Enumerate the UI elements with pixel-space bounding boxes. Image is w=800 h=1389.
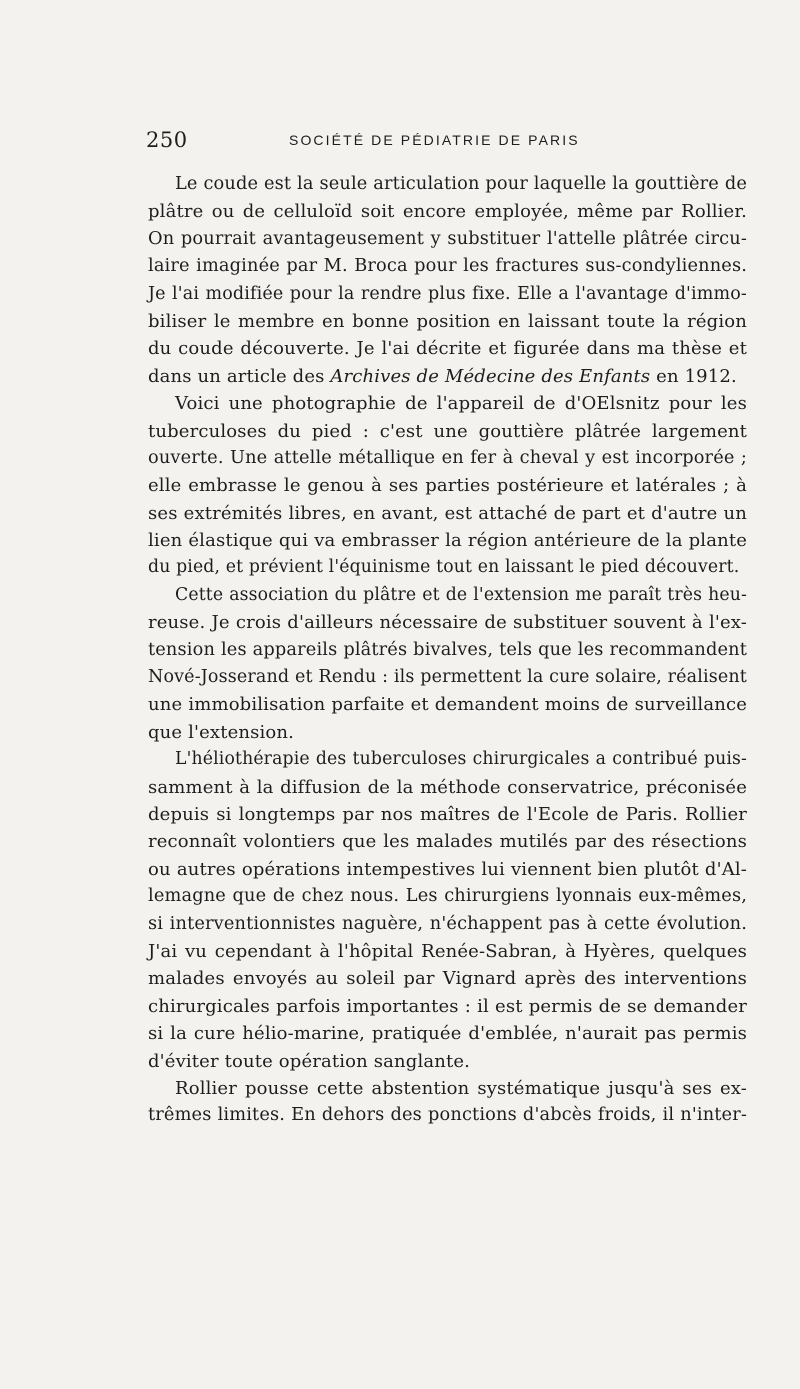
text-line: samment à la diffusion de la méthode conservatrice, préconisée [148,776,747,798]
text-line: Nové-Josserand et Rendu : ils permettent la cure solaire, réalisent [148,667,747,688]
text-run: dans un article des [148,365,331,387]
text-line: Voici une photographie de l'appareil de d'OElsnitz pour les [175,393,747,415]
text-line: si interventionnistes naguère, n'échappent pas à cette évolution. [148,913,747,934]
text-line: trêmes limites. En dehors des ponctions d'abcès froids, il n'inter- [148,1105,747,1126]
body-text [148,171,747,1130]
text-line: depuis si longtemps par nos maîtres de l'Ecole de Paris. Rollier [148,803,747,825]
paragraph-heliotherapy [148,746,747,1075]
text-line: ouverte. Une attelle métallique en fer à cheval y est incorporée ; [148,447,747,468]
text-line: une immobilisation parfaite et demandent moins de surveillance [148,694,747,716]
text-line: du pied, et prévient l'équinisme tout en laissant le pied découvert. [148,557,740,578]
page-number: 250 [146,128,188,152]
running-title: SOCIÉTÉ DE PÉDIATRIE DE PARIS [289,132,580,148]
text-line: tuberculoses du pied : c'est une gouttière plâtrée largement [148,420,747,442]
text-line: laire imaginée par M. Broca pour les fractures sus-condyliennes. [148,256,747,277]
running-head [146,128,746,156]
text-line: ses extrémités libres, en avant, est attaché de part et d'autre un [148,502,747,524]
text-line: L'héliothérapie des tuberculoses chirurgicales a contribué puis- [175,749,747,770]
text-line: si la cure hélio-marine, pratiquée d'emblée, n'aurait pas permis [148,1023,747,1045]
text-line: Cette association du plâtre et de l'extension me paraît très heu- [175,584,747,605]
journal-title: Archives de Médecine des Enfants [330,365,651,387]
paragraph-foot-apparatus [148,390,747,582]
text-line: du coude découverte. Je l'ai décrite et figurée dans ma thèse et [148,338,747,360]
text-line: que l'extension. [148,721,295,743]
paragraph-rollier-abstention [148,1075,747,1130]
text-line: reuse. Je crois d'ailleurs nécessaire de substituer souvent à l'ex- [148,612,747,634]
text-line: plâtre ou de celluloïd soit encore employée, même par Rollier. [148,201,747,223]
text-line: Le coude est la seule articulation pour laquelle la gouttière de [175,174,747,194]
text-line: chirurgicales parfois importantes : il est permis de se demander [148,995,747,1017]
text-line: J'ai vu cependant à l'hôpital Renée-Sabran, à Hyères, quelques [148,940,747,962]
text-line: elle embrasse le genou à ses parties postérieure et latérales ; à [148,475,747,497]
paragraph-elbow-splint [148,171,747,390]
paragraph-plaster-extension [148,582,747,746]
text-run: en 1912. [650,365,737,387]
text-line: On pourrait avantageusement y substituer l'attelle plâtrée circu- [148,228,747,249]
text-line: d'éviter toute opération sanglante. [148,1050,471,1072]
text-line: ou autres opérations intempestives lui viennent bien plutôt d'Al- [148,858,747,880]
text-line: malades envoyés au soleil par Vignard après des interventions [148,968,747,990]
text-line: lien élastique qui va embrasser la région antérieure de la plante [148,530,747,552]
text-line: Rollier pousse cette abstention systématique jusqu'à ses ex- [175,1077,747,1099]
text-line: lemagne que de chez nous. Les chirurgiens lyonnais eux-mêmes, [148,886,747,907]
text-line [148,363,747,390]
text-line: Je l'ai modifiée pour la rendre plus fixe. Elle a l'avantage d'immo- [148,283,747,304]
text-line: biliser le membre en bonne position en laissant toute la région [148,310,747,332]
text-line: reconnaît volontiers que les malades mutilés par des résections [148,831,747,853]
text-line: tension les appareils plâtrés bivalves, tels que les recommandent [148,639,747,660]
